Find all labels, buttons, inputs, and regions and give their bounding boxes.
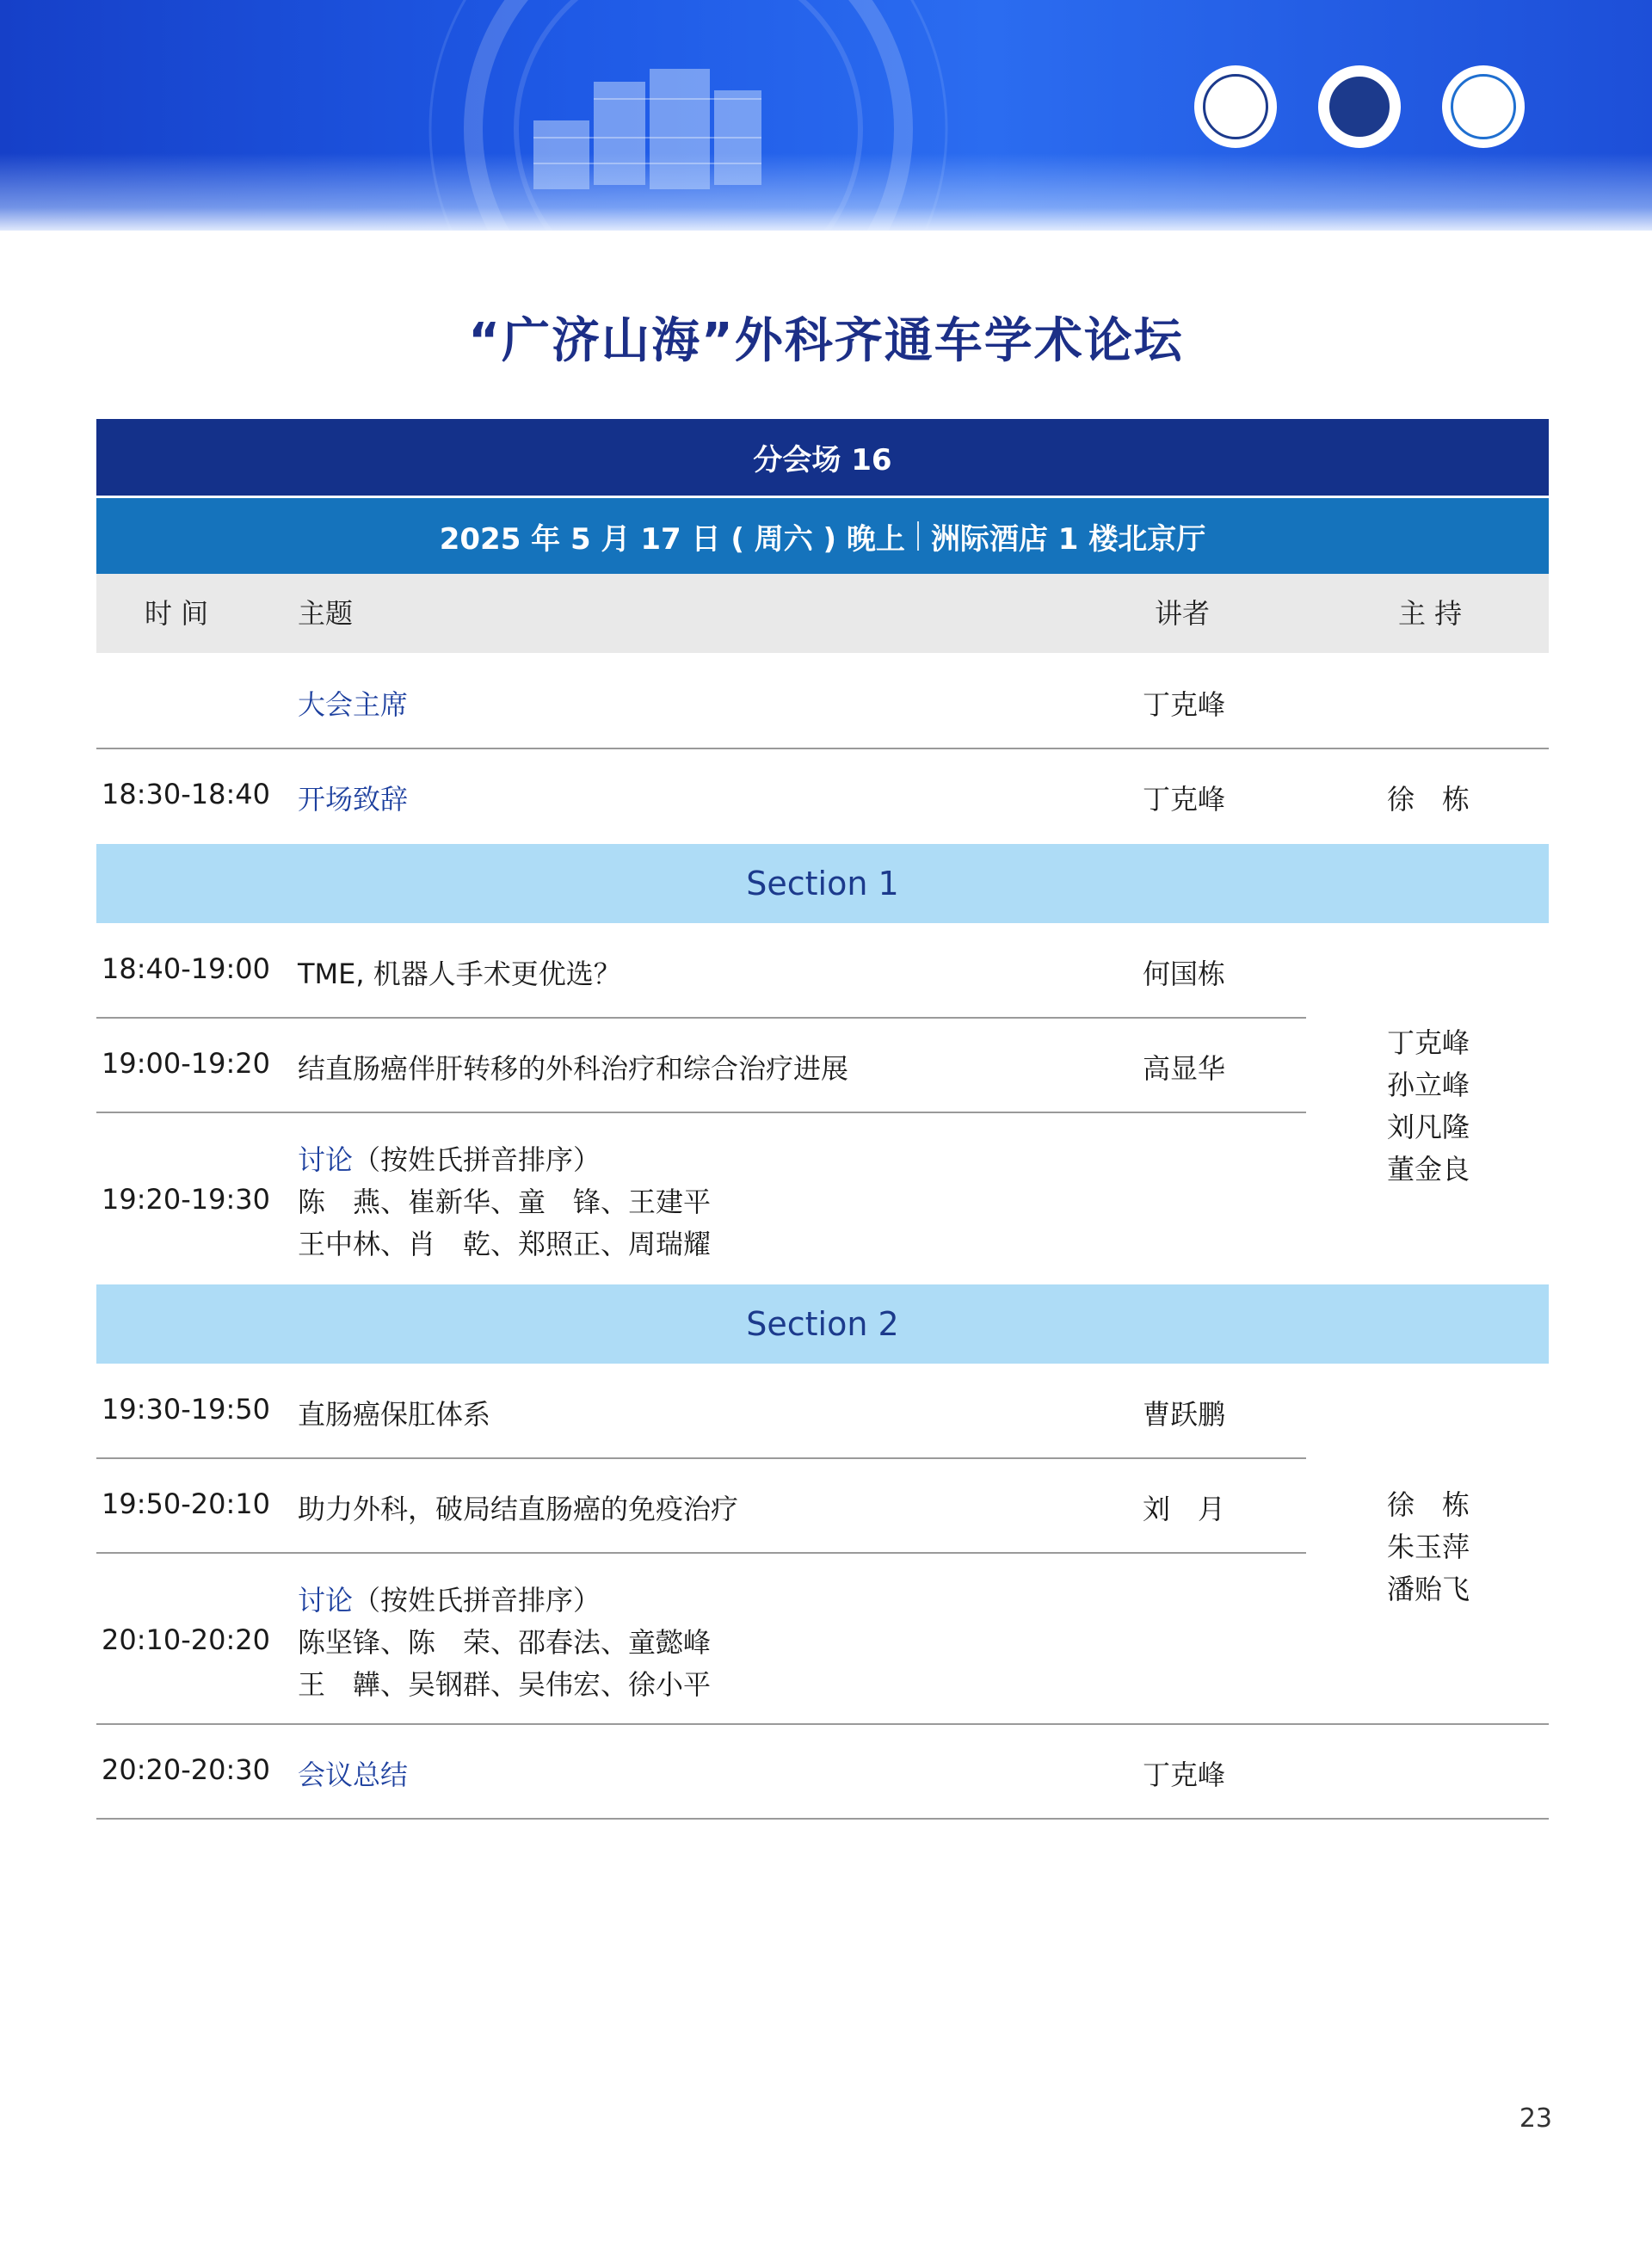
session-name: 分会场 16 [96, 419, 1549, 496]
column-header-host: 主 持 [1398, 597, 1463, 630]
speaker: 曹跃鹏 [1143, 1398, 1226, 1431]
speaker: 丁克峰 [1143, 783, 1226, 816]
host: 刘凡隆 [1387, 1111, 1470, 1143]
topic: TME, 机器人手术更优选？ [298, 958, 621, 990]
section-2-banner: Section 2 [96, 1284, 1549, 1364]
discussion-label: 讨论 [298, 1143, 354, 1176]
session-venue: 洲际酒店 1 楼北京厅 [930, 521, 1206, 557]
speaker: 何国栋 [1143, 958, 1226, 990]
section-1-banner: Section 1 [96, 844, 1549, 923]
host: 董金良 [1387, 1153, 1470, 1186]
row-divider [96, 1457, 1306, 1459]
time: 19:00-19:20 [102, 1047, 270, 1080]
discussant-list: 陈 燕、崔新华、童 锋、王建平 [298, 1186, 712, 1218]
row-divider [96, 748, 1549, 749]
banner-glow [0, 153, 1652, 231]
column-header-topic: 主题 [298, 597, 354, 630]
topic: 助力外科，破局结直肠癌的免疫治疗 [298, 1493, 739, 1525]
time: 19:50-20:10 [102, 1487, 270, 1520]
host: 徐 栋 [1387, 1488, 1470, 1521]
row-divider [96, 1112, 1306, 1113]
provincial-anticancer-association-seal-icon [1442, 65, 1525, 148]
row-divider [96, 1818, 1549, 1820]
discussant-list: 王 韡、吴钢群、吴伟宏、徐小平 [298, 1668, 712, 1701]
time: 19:30-19:50 [102, 1393, 270, 1426]
zheyi-hospital-seal-icon [1318, 65, 1401, 148]
host: 徐 栋 [1387, 783, 1470, 816]
topic-opening: 开场致辞 [298, 783, 409, 816]
speaker: 丁克峰 [1143, 1758, 1226, 1791]
row-divider [96, 1017, 1306, 1019]
forum-title: “广济山海”外科齐通车学术论坛 [468, 313, 1184, 369]
topic: 直肠癌保肛体系 [298, 1398, 491, 1431]
header-banner [0, 0, 1652, 231]
zhejiang-university-seal-icon [1194, 65, 1277, 148]
discussion-label-line [298, 1138, 601, 1178]
host: 丁克峰 [1387, 1026, 1470, 1059]
column-header-time: 时 间 [145, 597, 209, 630]
topic: 结直肠癌伴肝转移的外科治疗和综合治疗进展 [298, 1052, 849, 1085]
discussion-note: （按姓氏拼音排序） [353, 1143, 601, 1176]
host: 朱玉萍 [1387, 1531, 1470, 1563]
speaker: 高显华 [1143, 1052, 1226, 1085]
discussion-label: 讨论 [298, 1584, 354, 1617]
topic-closing: 会议总结 [298, 1758, 409, 1791]
time: 18:40-19:00 [102, 952, 270, 985]
host: 孙立峰 [1387, 1069, 1470, 1101]
discussion-label-line [298, 1579, 601, 1618]
time: 20:10-20:20 [102, 1623, 270, 1656]
discussant-list: 王中林、肖 乾、郑照正、周瑞耀 [298, 1228, 712, 1260]
column-header-speaker: 讲者 [1155, 597, 1211, 630]
row-divider [96, 1552, 1306, 1554]
speaker: 刘 月 [1143, 1493, 1226, 1525]
speaker: 丁克峰 [1143, 688, 1226, 721]
time: 18:30-18:40 [102, 778, 270, 810]
page-number: 23 [1519, 2103, 1552, 2134]
time: 20:20-20:30 [102, 1753, 270, 1786]
discussion-note: （按姓氏拼音排序） [353, 1584, 601, 1617]
discussant-list: 陈坚锋、陈 荣、邵春法、童懿峰 [298, 1626, 712, 1659]
agenda-body [96, 419, 1549, 1839]
topic-chair: 大会主席 [298, 688, 409, 721]
host: 潘贻飞 [1387, 1573, 1470, 1605]
agenda-table [96, 419, 1549, 1791]
time: 19:20-19:30 [102, 1183, 270, 1216]
row-divider [96, 1723, 1549, 1725]
session-date: 2025 年 5 月 17 日 ( 周六 ) 晚上 [439, 521, 905, 557]
